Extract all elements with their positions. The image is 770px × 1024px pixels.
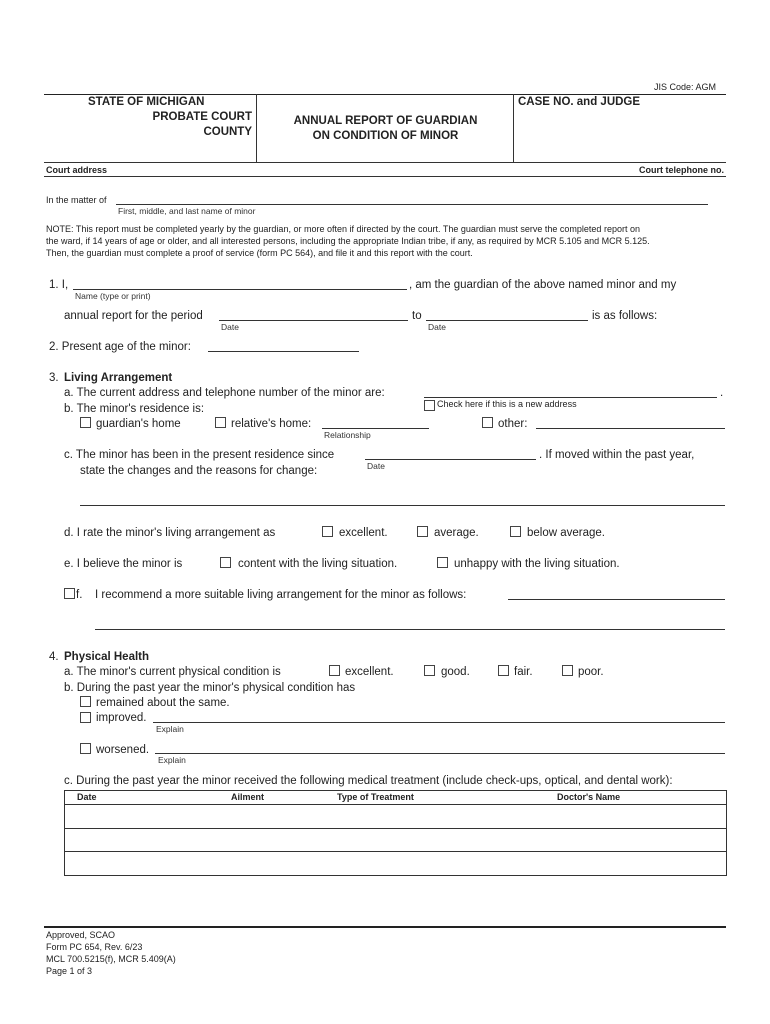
living-excellent-checkbox[interactable] [322, 526, 333, 537]
case-no-field[interactable] [520, 108, 720, 160]
living-below-average-checkbox[interactable] [510, 526, 521, 537]
item3d-label: d. I rate the minor's living arrangement as [64, 527, 276, 539]
living-below-average-label: below average. [527, 527, 605, 539]
living-average-checkbox[interactable] [417, 526, 428, 537]
medical-treatment-table [64, 790, 727, 876]
note-line-3: Then, the guardian must complete a proof of service (form PC 564), and file it and this report with the court. [46, 248, 473, 258]
worsened-explain-sublabel: Explain [158, 755, 186, 765]
col-date-header: Date [77, 792, 97, 802]
other-residence-field[interactable] [536, 428, 725, 429]
item4-heading: Physical Health [64, 651, 150, 663]
health-poor-label: poor. [578, 666, 604, 678]
item3f-label: I recommend a more suitable living arrangement for the minor as follows: [95, 589, 467, 601]
item3c-end: . If moved within the past year, [539, 449, 695, 461]
health-improved-label: improved. [96, 712, 147, 724]
content-label: content with the living situation. [238, 558, 398, 570]
note-line-2: the ward, if 14 years of age or older, and all interested persons, including the appropriate Indian tribe, if any, as required by MCR 5.105 and MCR 5.125. [46, 236, 650, 246]
court-address-label: Court address [46, 165, 108, 175]
new-address-checkbox[interactable] [424, 400, 435, 411]
health-worsened-checkbox[interactable] [80, 743, 91, 754]
note-line-1: NOTE: This report must be completed yearly by the guardian, or more often if directed by the court. The guardian must serve the completed report on [46, 224, 640, 234]
relationship-sublabel: Relationship [324, 430, 371, 440]
item3-num: 3. [49, 372, 59, 384]
item4b-label: b. During the past year the minor's physical condition has [64, 682, 356, 694]
new-address-label: Check here if this is a new address [437, 399, 577, 409]
item3b-label: b. The minor's residence is: [64, 403, 205, 415]
table-row[interactable] [65, 852, 726, 874]
item3a-label: a. The current address and telephone number of the minor are: [64, 387, 385, 399]
item3e-label: e. I believe the minor is [64, 558, 183, 570]
relationship-field[interactable] [322, 428, 429, 429]
minor-age-field[interactable] [208, 351, 359, 352]
item1-prefix: 1. I, [49, 279, 69, 291]
form-title-2: ON CONDITION OF MINOR [312, 130, 459, 142]
guardian-home-label: guardian's home [96, 418, 181, 430]
court-name: PROBATE COURT [152, 111, 252, 123]
improved-explain-field[interactable] [153, 722, 725, 723]
item3a-end: . [720, 387, 724, 399]
state-name: STATE OF MICHIGAN [88, 96, 205, 108]
case-no-label: CASE NO. and JUDGE [518, 96, 641, 108]
footer-form-number: Form PC 654, Rev. 6/23 [46, 942, 143, 952]
health-improved-checkbox[interactable] [80, 712, 91, 723]
health-poor-checkbox[interactable] [562, 665, 573, 676]
recommend-field-2[interactable] [95, 629, 725, 630]
jis-code: JIS Code: AGM [654, 82, 717, 92]
col-treatment-header: Type of Treatment [337, 792, 414, 802]
period-label: annual report for the period [64, 310, 203, 322]
footer-page: Page 1 of 3 [46, 966, 93, 976]
header-top-rule [44, 94, 726, 95]
residence-since-field[interactable] [365, 459, 536, 460]
item3-heading: Living Arrangement [64, 372, 173, 384]
col-doctor-header: Doctor's Name [557, 792, 621, 802]
health-good-label: good. [441, 666, 470, 678]
footer-citations: MCL 700.5215(f), MCR 5.409(A) [46, 954, 176, 964]
item3f-letter: f. [76, 589, 83, 601]
guardian-name-field[interactable] [73, 289, 407, 290]
living-excellent-label: excellent. [339, 527, 388, 539]
period-end-field[interactable] [426, 320, 588, 321]
change-reasons-field[interactable] [80, 505, 725, 506]
guardian-name-sublabel: Name (type or print) [75, 291, 151, 301]
minor-name-sublabel: First, middle, and last name of minor [118, 206, 256, 216]
minor-address-field[interactable] [424, 397, 717, 398]
living-average-label: average. [434, 527, 479, 539]
table-row[interactable] [65, 805, 726, 829]
health-fair-label: fair. [514, 666, 533, 678]
item2-label: 2. Present age of the minor: [49, 341, 191, 353]
period-end-sublabel: Date [428, 322, 446, 332]
form-title-1: ANNUAL REPORT OF GUARDIAN [293, 115, 478, 127]
other-residence-checkbox[interactable] [482, 417, 493, 428]
period-start-field[interactable] [219, 320, 408, 321]
health-excellent-label: excellent. [345, 666, 394, 678]
item3c-label-2: state the changes and the reasons for change: [80, 465, 318, 477]
content-checkbox[interactable] [220, 557, 231, 568]
table-row[interactable] [65, 829, 726, 852]
table-header-row [65, 791, 726, 805]
recommend-checkbox[interactable] [64, 588, 75, 599]
unhappy-checkbox[interactable] [437, 557, 448, 568]
health-fair-checkbox[interactable] [498, 665, 509, 676]
residence-since-sublabel: Date [367, 461, 385, 471]
item1-suffix: , am the guardian of the above named minor and my [409, 279, 677, 291]
footer-rule [44, 926, 726, 928]
relative-home-label: relative's home: [231, 418, 312, 430]
worsened-explain-field[interactable] [155, 753, 725, 754]
court-phone-label: Court telephone no. [639, 165, 724, 175]
improved-explain-sublabel: Explain [156, 724, 184, 734]
guardian-home-checkbox[interactable] [80, 417, 91, 428]
item4-num: 4. [49, 651, 59, 663]
health-same-checkbox[interactable] [80, 696, 91, 707]
minor-name-field[interactable] [116, 204, 708, 205]
item3c-label: c. The minor has been in the present residence since [64, 449, 335, 461]
health-good-checkbox[interactable] [424, 665, 435, 676]
period-as-follows: is as follows: [592, 310, 658, 322]
item4c-label: c. During the past year the minor received the following medical treatment (include check-ups, optical, and dental work): [64, 775, 673, 787]
county-label: COUNTY [203, 126, 252, 138]
footer-approved: Approved, SCAO [46, 930, 116, 940]
col-ailment-header: Ailment [231, 792, 265, 802]
health-same-label: remained about the same. [96, 697, 230, 709]
health-excellent-checkbox[interactable] [329, 665, 340, 676]
matter-label: In the matter of [46, 195, 107, 205]
recommend-field[interactable] [508, 599, 725, 600]
item4a-label: a. The minor's current physical condition is [64, 666, 281, 678]
period-to: to [412, 310, 422, 322]
period-start-sublabel: Date [221, 322, 239, 332]
unhappy-label: unhappy with the living situation. [454, 558, 620, 570]
health-worsened-label: worsened. [96, 744, 150, 756]
relative-home-checkbox[interactable] [215, 417, 226, 428]
other-residence-label: other: [498, 418, 528, 430]
